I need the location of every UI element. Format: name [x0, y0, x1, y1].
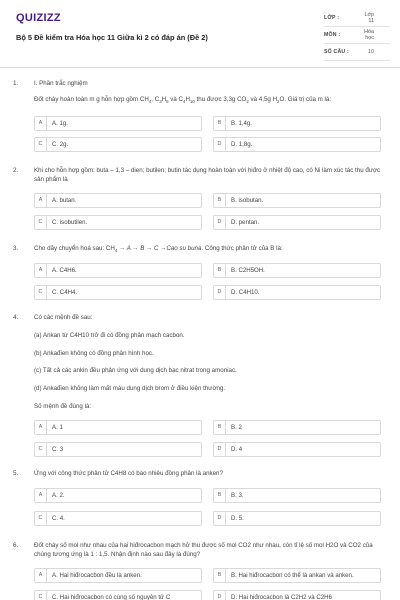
option-letter: B [214, 194, 226, 207]
option-d[interactable] [213, 215, 381, 230]
option-a[interactable] [34, 193, 202, 208]
option-letter: D [214, 591, 226, 600]
text-run: và C [168, 96, 184, 103]
option-text: B. 3. [231, 492, 244, 499]
option-a[interactable] [34, 263, 202, 278]
option-text: A. C4H6. [52, 267, 77, 274]
option-c[interactable] [34, 590, 202, 600]
text-run: và 4,5g H [248, 96, 278, 103]
subscript: 10 [189, 99, 195, 105]
option-letter: C [35, 512, 47, 525]
section-heading: I. Phần trắc nghiệm [34, 80, 88, 87]
text-run: . Công thức phân tử của B là: [201, 245, 283, 252]
question-text: Đốt cháy số mol như nhau của hai hiđrocacbon mạch hở thu được số mol CO2 như nhau, còn tỉ lệ số mol H2O và CO2 của chúng tương ứng là 1 : 1,5. Nhận định nào sau đây là đúng? [34, 542, 373, 558]
option-d[interactable] [213, 137, 381, 152]
option-letter: A [35, 421, 47, 434]
text-run: thu được 3,3g CO [194, 96, 247, 103]
option-text: A. 2. [52, 492, 65, 499]
question-text [34, 96, 384, 104]
option-c[interactable] [34, 285, 202, 300]
option-a[interactable] [34, 568, 202, 583]
option-letter: A [35, 264, 47, 277]
statement: (c) Tất cả các ankin đều phản ứng với dung dịch bạc nitrat trong amoniac. [34, 367, 237, 374]
option-text: D. pentan. [231, 219, 260, 226]
subscript: 4 [148, 99, 152, 105]
question-text: Khi cho hỗn hợp gồm: buta – 1,3 – dien; butilen; butin tác dụng hoàn toàn với hiđro ở nhiệt độ cao, có Ni làm xúc tác thu được sản phẩm là [34, 167, 381, 183]
text-run: O. Giá trị của m là: [279, 96, 332, 103]
text-run: Cho dãy chuyển hoá sau: CH [34, 245, 115, 252]
option-c[interactable] [34, 137, 202, 152]
option-letter: A [35, 194, 47, 207]
meta-row-count [324, 44, 390, 61]
option-d[interactable] [213, 511, 381, 526]
option-letter: B [214, 264, 226, 277]
text-run: H [161, 96, 167, 103]
option-a[interactable] [34, 488, 202, 503]
option-letter: B [214, 489, 226, 502]
subscript: 2 [277, 99, 280, 105]
option-text: B. isobutan. [231, 197, 264, 204]
meta-table [324, 10, 390, 61]
option-text: A. Hai hiđrocacbon đều là anken. [52, 572, 142, 579]
subscript: 2 [246, 99, 249, 105]
option-text: B. 1,4g. [231, 120, 253, 127]
meta-value: Hóa học [364, 29, 374, 41]
option-letter: D [214, 216, 226, 229]
question-number: 3. [13, 245, 19, 252]
option-letter: B [214, 421, 226, 434]
option-letter: C [35, 591, 47, 600]
question-number: 1. [13, 80, 19, 87]
option-b[interactable] [213, 568, 381, 583]
option-letter: D [214, 512, 226, 525]
option-text: C. 3 [52, 446, 64, 453]
option-a[interactable] [34, 116, 202, 131]
option-letter: A [35, 569, 47, 582]
option-b[interactable] [213, 116, 381, 131]
option-d[interactable] [213, 285, 381, 300]
option-letter: B [214, 569, 226, 582]
question-number: 4. [13, 314, 19, 321]
option-text: A. butan. [52, 197, 77, 204]
question-number: 2. [13, 167, 19, 174]
meta-value: Lớp 11 [364, 12, 374, 24]
text-run: → A → B → C →Cao su buna [117, 245, 202, 252]
option-letter: D [214, 443, 226, 456]
worksheet-header [0, 0, 400, 68]
option-text: D. C4H10. [231, 289, 260, 296]
question-text [34, 245, 384, 256]
option-letter: D [214, 286, 226, 299]
meta-row-class [324, 10, 390, 27]
subscript: 8 [166, 99, 169, 105]
option-text: B. 2 [231, 424, 242, 431]
text-run: H [185, 96, 190, 103]
option-b[interactable] [213, 193, 381, 208]
option-text: C. C4H4. [52, 289, 78, 296]
option-d[interactable] [213, 590, 381, 600]
option-text: D. 5. [231, 515, 244, 522]
subscript: 3 [159, 99, 162, 105]
meta-label: MÔN : [324, 32, 341, 38]
statement: (d) Ankađien không làm mất màu dung dịch brom ở điều kiện thường. [34, 385, 226, 392]
meta-label: SỐ CÂU : [324, 49, 349, 55]
question-number: 6. [13, 542, 19, 549]
option-b[interactable] [213, 420, 381, 435]
option-letter: C [35, 138, 47, 151]
option-letter: A [35, 117, 47, 130]
text-run: Đốt cháy hoàn toàn m g hỗn hợp gồm CH [34, 96, 149, 103]
statement: (a) Ankan từ C4H10 trở đi có đồng phân mạch cacbon. [34, 332, 185, 339]
option-c[interactable] [34, 511, 202, 526]
quizizz-logo: QUIZIZZ [16, 12, 61, 24]
option-c[interactable] [34, 215, 202, 230]
option-letter: C [35, 286, 47, 299]
page-title: Bộ 5 Đề kiểm tra Hóa học 11 Giữa kì 2 có đáp án (Đề 2) [16, 33, 208, 42]
option-letter: C [35, 216, 47, 229]
text-run: , C [151, 96, 160, 103]
option-text: B. C2H5OH. [231, 267, 265, 274]
option-text: C. Hai hiđrocacbon có cùng số nguyên tử C [52, 594, 171, 600]
option-b[interactable] [213, 263, 381, 278]
question-text: Ứng với công thức phân tử C4H8 có bao nhiêu đồng phân là anken? [34, 470, 223, 477]
meta-value: 10 [368, 49, 374, 55]
meta-label: LỚP : [324, 15, 340, 21]
option-c[interactable] [34, 442, 202, 457]
question-number: 5. [13, 470, 19, 477]
option-text: A. 1 [52, 424, 63, 431]
option-letter: B [214, 117, 226, 130]
option-text: A. 1g. [52, 120, 68, 127]
option-text: C. isobutilen. [52, 219, 88, 226]
option-a[interactable] [34, 420, 202, 435]
statement-prompt: Số mệnh đề đúng là: [34, 403, 92, 410]
option-d[interactable] [213, 442, 381, 457]
statement: (b) Ankađien không có đồng phân hình học. [34, 350, 154, 357]
option-text: C. 4. [52, 515, 65, 522]
option-text: D. 1,8g. [231, 141, 253, 148]
option-b[interactable] [213, 488, 381, 503]
subscript: 4 [183, 99, 186, 105]
meta-row-subject [324, 27, 390, 44]
question-text: Có các mệnh đề sau: [34, 314, 93, 321]
option-text: B. Hai hiđrocacbon có thể là ankan và anken. [231, 572, 354, 579]
subscript: 4 [114, 248, 118, 254]
option-letter: A [35, 489, 47, 502]
option-text: D. 4 [231, 446, 243, 453]
option-text: C. 2g. [52, 141, 69, 148]
option-text: D. Hai hiđrocacbon là C2H2 và C2H6 [231, 594, 332, 600]
option-letter: D [214, 138, 226, 151]
option-letter: C [35, 443, 47, 456]
